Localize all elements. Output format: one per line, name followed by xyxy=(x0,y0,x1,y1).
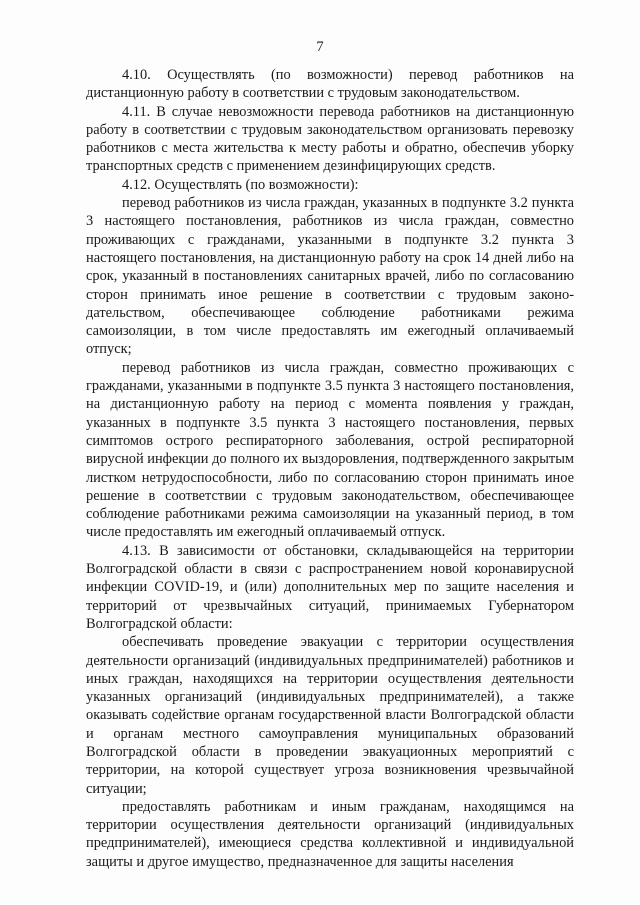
paragraph-4-12-item-2: перевод работников из числа граждан, совместно проживающих с гражданами, указанными в подпункте 3.5 пункта 3 настоящего постановления, на дистанционную работу на период с момента появления у граждан, указанных в подпункте 3.5 пункта 3 настоящего постановления, первых симптомов острого респираторного заболевания, острой респираторной вирусной инфекции до полного их выздоровления, подтвержденного закрытым листком нетрудоспособности, либо по согласованию сторон принимать иное решение в соответствии с трудовым законодательством, обеспечивающее соблюдение работниками режима самоизоляции на указанный период, в том числе предоставлять им ежегодный оплачиваемый отпуск. xyxy=(86,359,574,541)
page-number: 7 xyxy=(316,39,324,55)
paragraph-4-12: 4.12. Осуществлять (по возможности): xyxy=(122,176,359,193)
paragraph-4-12-item-1: перевод работников из числа граждан, указанных в подпункте 3.2 пункта 3 настоящего постановления, работников из числа граждан, совместно проживающих с гражданами, указанными в подпункте 3.2 пункта 3 настоящего постановления, на дистанционную работу на срок 14 дней либо на срок, указанный в постановлениях санитарных врачей, либо по согласованию сторон принимать иное решение в соответствии с трудовым законодательством, обеспечивающее соблюдение работниками режима самоизоляции, в том числе предоставлять им ежегодный оплачиваемый отпуск; xyxy=(86,195,574,358)
paragraph-4-13-item-1: обеспечивать проведение эвакуации с территории осуществления деятельности организаций (индивидуальных предпринимателей) работников и иных граждан, находящихся на территории осуществления деятельности указанных организаций (индивидуальных предпринимателей), а также оказывать содействие органам государственной власти Волгоградской области и органам местного самоуправления муниципальных образований Волгоградской области в проведении эвакуационных мероприятий с территории, на которой существует угроза возникновения чрезвычайной ситуации; xyxy=(86,634,574,797)
paragraph-4-11: 4.11. В случае невозможности перевода работников на дистанционную работу в соответствии с трудовым законодательством организовать перевозку работников с места жительства к месту работы и обратно, обеспечив уборку транспортных средств с применением дезинфицирующих средств. xyxy=(86,103,574,175)
document-body xyxy=(86,66,574,871)
paragraph-4-13-item-2: предоставлять работникам и иным гражданам, находящимся на территории осуществления деятельности организаций (индивидуальных предпринимателей), имеющиеся средства коллективной и индивидуальной защиты и другое имущество, предназначенное для защиты населения xyxy=(86,798,574,870)
paragraph-4-13: 4.13. В зависимости от обстановки, складывающейся на территории Волгоградской области в связи с распространением новой коронавирусной инфекции COVID-19, и (или) дополнительных мер по защите населения и территорий от чрезвычайных ситуаций, принимаемых Губернатором Волгоградской области: xyxy=(86,542,574,632)
paragraph-4-10: 4.10. Осуществлять (по возможности) перевод работников на дистанционную работу в соответствии с трудовым законодательством. xyxy=(86,67,574,102)
